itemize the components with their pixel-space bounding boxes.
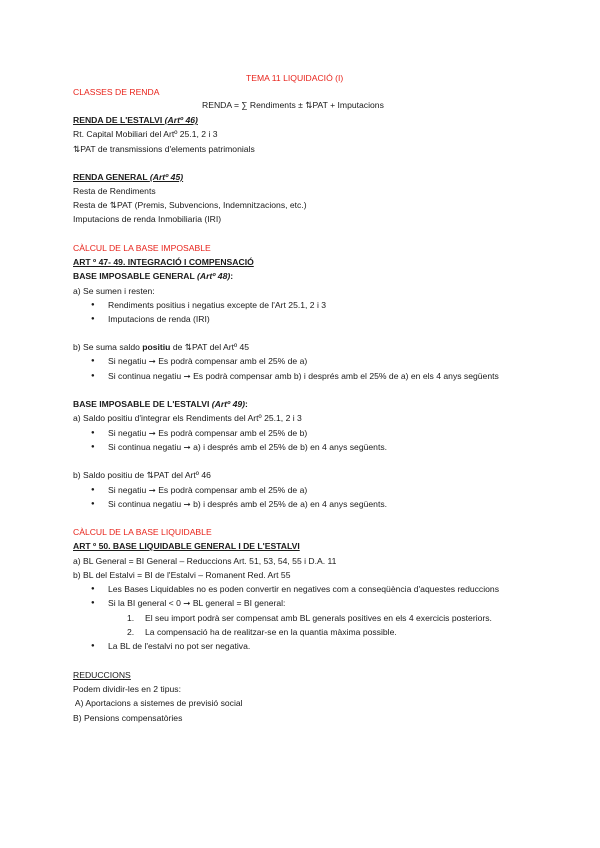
renda-formula: RENDA = ∑ Rendiments ± ⇅PAT + Imputacions [202, 100, 384, 110]
list-item: ● Si negatiu ➞ Es podrà compensar amb el 25% de a) [108, 356, 307, 366]
list-item: ● Si negatiu ➞ Es podrà compensar amb el 25% de b) [108, 428, 307, 438]
list-intro: b) Saldo positiu de ⇅PAT del Artº 46 [73, 470, 211, 480]
art-47-49-heading: ART º 47- 49. INTEGRACIÓ I COMPENSACIÓ [73, 257, 254, 267]
estalvi-heading: RENDA DE L'ESTALVI (Artº 46) [73, 115, 198, 125]
list-intro: a) Saldo positiu d'integrar els Rendiments del Artº 25.1, 2 i 3 [73, 413, 302, 423]
section-heading-classes: CLASSES DE RENDA [73, 87, 160, 97]
list-item: ● Les Bases Liquidables no es poden convertir en negatives com a conseqüència d'aquestes reduccions [108, 584, 499, 594]
numbered-item-num: 1. [127, 613, 135, 623]
estalvi-line: Rt. Capital Mobiliari del Artº 25.1, 2 i 3 [73, 129, 218, 139]
list-item: ● Si negatiu ➞ Es podrà compensar amb el 25% de a) [108, 485, 307, 495]
bi-estalvi-heading: BASE IMPOSABLE DE L'ESTALVI (Artº 49): [73, 399, 248, 409]
reduccions-item: B) Pensions compensatòries [73, 713, 183, 723]
art-50-heading: ART º 50. BASE LIQUIDABLE GENERAL I DE L'ESTALVI [73, 541, 300, 551]
list-item: ● La BL de l'estalvi no pot ser negativa. [108, 641, 250, 651]
list-item: ● Si la BI general < 0 ➞ BL general = BI general: [108, 598, 285, 608]
bi-general-heading: BASE IMPOSABLE GENERAL (Artº 48): [73, 271, 234, 281]
reduccions-intro: Podem dividir-les en 2 tipus: [73, 684, 181, 694]
bl-estalvi-line: b) BL del Estalvi = BI de l'Estalvi – Romanent Red. Art 55 [73, 570, 291, 580]
list-intro: a) Se sumen i resten: [73, 286, 155, 296]
general-line: Resta de ⇅PAT (Premis, Subvencions, Indemnitzacions, etc.) [73, 200, 307, 210]
list-intro: b) Se suma saldo positiu de ⇅PAT del Artº 45 [73, 342, 250, 352]
section-heading-imposable: CÀLCUL DE LA BASE IMPOSABLE [73, 243, 211, 253]
list-item: ● Si continua negatiu ➞ a) i després amb el 25% de b) en 4 anys següents. [108, 442, 387, 452]
reduccions-heading: REDUCCIONS [73, 670, 131, 680]
numbered-item-num: 2. [127, 627, 135, 637]
general-line: Resta de Rendiments [73, 186, 156, 196]
page-title: TEMA 11 LIQUIDACIÓ (I) [246, 73, 344, 83]
list-item: ● Si continua negatiu ➞ Es podrà compensar amb b) i després amb el 25% de a) en els 4 anys següents [108, 371, 499, 381]
section-heading-liquidable: CÀLCUL DE LA BASE LIQUIDABLE [73, 527, 212, 537]
list-item: ● Rendiments positius i negatius excepte de l'Art 25.1, 2 i 3 [108, 300, 326, 310]
list-item: ● Si continua negatiu ➞ b) i després amb el 25% de a) en 4 anys següents. [108, 499, 387, 509]
list-item: ● Imputacions de renda (IRI) [108, 314, 210, 324]
general-line: Imputacions de renda Inmobiliaria (IRI) [73, 214, 222, 224]
bl-general-line: a) BL General = BI General – Reduccions Art. 51, 53, 54, 55 i D.A. 11 [73, 556, 337, 566]
numbered-item-text: El seu import podrà ser compensat amb BL generals positives en els 4 exercicis posteriors. [145, 613, 492, 623]
general-heading: RENDA GENERAL (Artº 45) [73, 172, 184, 182]
reduccions-item: A) Aportacions a sistemes de previsió social [73, 698, 243, 708]
estalvi-line: ⇅PAT de transmissions d'elements patrimonials [73, 144, 255, 154]
numbered-item-text: La compensació ha de realitzar-se en la quantia màxima possible. [145, 627, 397, 637]
